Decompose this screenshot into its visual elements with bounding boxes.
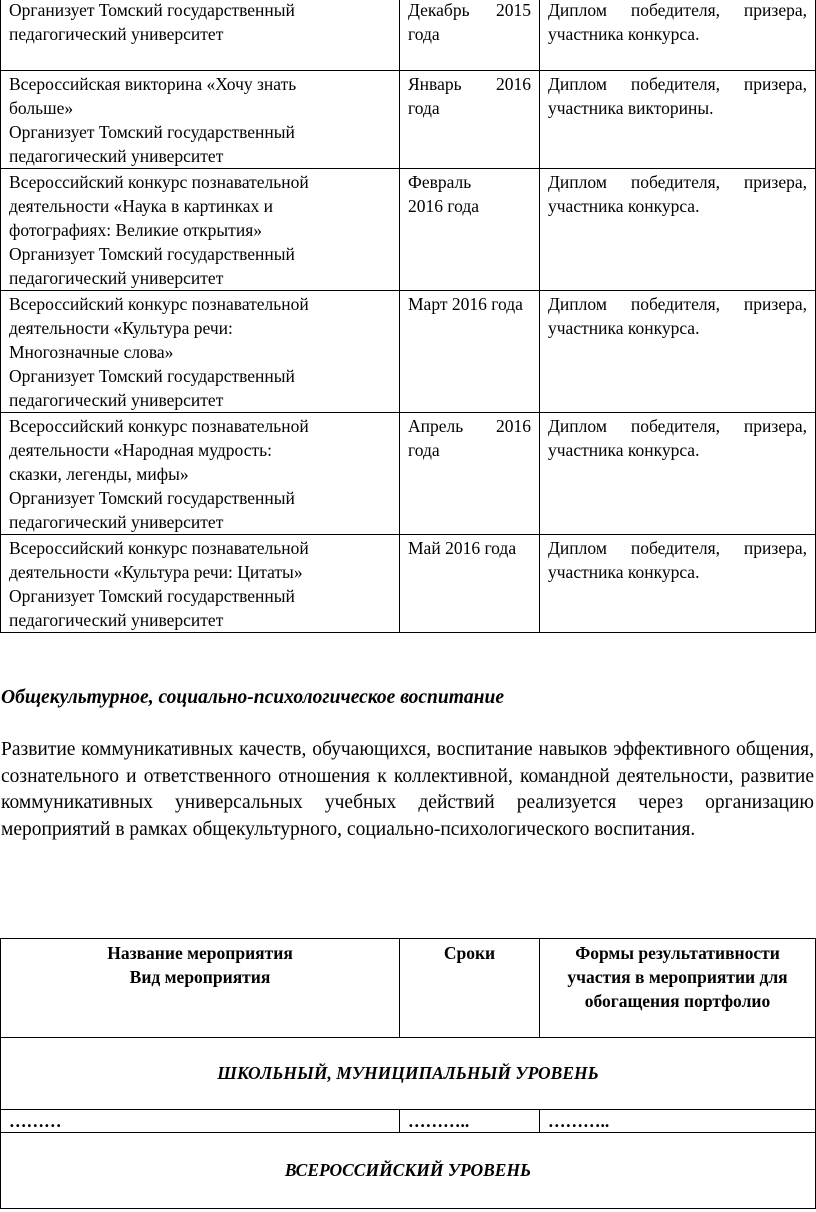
level-row: [1, 1133, 816, 1209]
result-cell: Диплом победителя, призера, участника конкурса.: [540, 0, 816, 71]
event-cell: Всероссийский конкурс познавательной деятельности «Культура речи: Многозначные слова» Организует Томский государственный педагогический университет: [1, 291, 400, 413]
result-cell: Диплом победителя, призера, участника конкурса.: [540, 169, 816, 291]
level-all-russian: ВСЕРОССИЙСКИЙ УРОВЕНЬ: [1, 1133, 816, 1209]
result-cell: Диплом победителя, призера, участника конкурса.: [540, 291, 816, 413]
header-event-name: [1, 939, 400, 1038]
placeholder-cell: ………: [1, 1110, 400, 1133]
event-cell: Всероссийская викторина «Хочу знать больше» Организует Томский государственный педагогический университет: [1, 71, 400, 169]
placeholder-cell: ………..: [540, 1110, 816, 1133]
event-cell: Организует Томский государственный педагогический университет: [1, 0, 400, 71]
date-cell: Декабрь 2015 года: [400, 0, 540, 71]
header-event-name-line1: Название мероприятия: [107, 943, 293, 963]
table-row: [1, 413, 816, 535]
table-row: [1, 169, 816, 291]
table-row: [1, 535, 816, 633]
event-cell: Всероссийский конкурс познавательной деятельности «Наука в картинках и фотографиях: Великие открытия» Организует Томский государственный педагогический университет: [1, 169, 400, 291]
section-heading: Общекультурное, социально-психологическое воспитание: [1, 687, 504, 708]
table-row: [1, 291, 816, 413]
date-cell: Февраль 2016 года: [400, 169, 540, 291]
header-event-name-line2: Вид мероприятия: [129, 967, 271, 987]
result-cell: Диплом победителя, призера, участника конкурса.: [540, 413, 816, 535]
date-cell: Январь 2016 года: [400, 71, 540, 169]
level-school-municipal: ШКОЛЬНЫЙ, МУНИЦИПАЛЬНЫЙ УРОВЕНЬ: [1, 1038, 816, 1110]
header-dates: Сроки: [400, 939, 540, 1038]
table-row: [1, 71, 816, 169]
table-row: [1, 0, 816, 71]
result-cell: Диплом победителя, призера, участника викторины.: [540, 71, 816, 169]
event-cell: Всероссийский конкурс познавательной деятельности «Народная мудрость: сказки, легенды, мифы» Организует Томский государственный педагогический университет: [1, 413, 400, 535]
date-cell: Март 2016 года: [400, 291, 540, 413]
placeholder-row: [1, 1110, 816, 1133]
level-row: [1, 1038, 816, 1110]
date-cell: Апрель 2016 года: [400, 413, 540, 535]
date-cell: Май 2016 года: [400, 535, 540, 633]
result-cell: Диплом победителя, призера, участника конкурса.: [540, 535, 816, 633]
table-header-row: [1, 939, 816, 1038]
events-template-table: [0, 938, 816, 1209]
header-results: Формы результативности участия в мероприятии для обогащения портфолио: [540, 939, 816, 1038]
section-paragraph: Развитие коммуникативных качеств, обучающихся, воспитание навыков эффективного общения, сознательного и ответственного отношения к коллективной, командной деятельности, развитие коммуникативных универсальных учебных действий реализуется через организацию мероприятий в рамках общекультурного, социально-психологического воспитания.: [1, 739, 814, 840]
event-cell: Всероссийский конкурс познавательной деятельности «Культура речи: Цитаты» Организует Томский государственный педагогический университет: [1, 535, 400, 633]
placeholder-cell: ………..: [400, 1110, 540, 1133]
